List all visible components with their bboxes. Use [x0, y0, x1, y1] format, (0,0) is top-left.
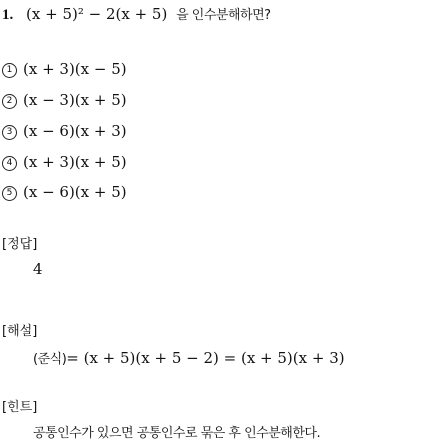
- choice-1[interactable]: [2, 60, 127, 78]
- question-prompt: 을 인수분해하면?: [176, 8, 271, 23]
- question-number: 1.: [2, 7, 14, 23]
- explanation-prefix: (준식): [33, 352, 67, 367]
- choice-text-4: (x + 3)(x + 5): [23, 153, 127, 171]
- choice-3[interactable]: [2, 122, 127, 140]
- hint-label: [힌트]: [2, 400, 38, 415]
- choice-text-1: (x + 3)(x − 5): [23, 60, 127, 78]
- choice-2[interactable]: [2, 91, 127, 109]
- choice-marker-3: 3: [2, 125, 17, 140]
- choice-text-5: (x − 6)(x + 5): [23, 183, 127, 201]
- choice-marker-2: 2: [2, 94, 17, 109]
- answer-value: 4: [33, 260, 43, 278]
- choice-marker-1: 1: [2, 63, 17, 78]
- choice-marker-5: 5: [2, 186, 17, 201]
- answer-label: [정답]: [2, 237, 38, 252]
- choice-4[interactable]: [2, 153, 127, 171]
- hint-text: 공통인수가 있으면 공통인수로 묶은 후 인수분해한다.: [33, 426, 321, 441]
- choice-text-2: (x − 3)(x + 5): [23, 91, 127, 109]
- explanation-label: [해설]: [2, 324, 38, 339]
- choice-marker-4: 4: [2, 156, 17, 171]
- question-expression: (x + 5)² − 2(x + 5): [26, 5, 168, 23]
- explanation-line: [33, 348, 345, 367]
- question-line: [2, 4, 271, 24]
- choice-text-3: (x − 6)(x + 3): [23, 122, 127, 140]
- choice-5[interactable]: [2, 183, 127, 201]
- explanation-equation: = (x + 5)(x + 5 − 2) = (x + 5)(x + 3): [66, 349, 345, 367]
